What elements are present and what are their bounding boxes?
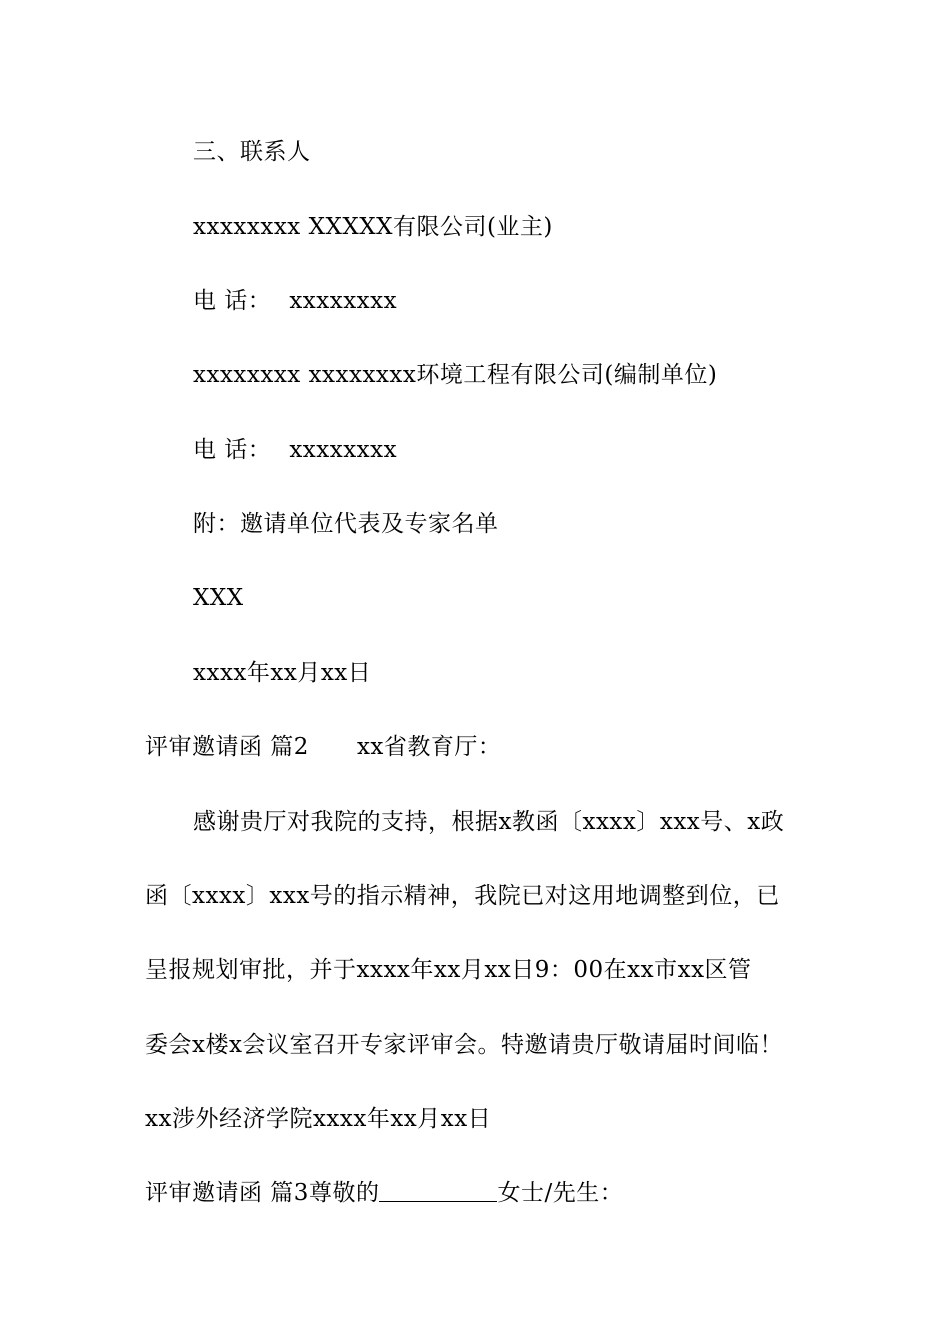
signature-date: xxxx年xx月xx日	[193, 660, 372, 686]
owner-phone-line	[193, 281, 825, 321]
letter3-salutation-end: 女士/先生：	[497, 1180, 624, 1206]
letter3-title-line	[145, 1173, 825, 1213]
letter2-title: 评审邀请函 篇2	[145, 734, 309, 760]
attachment-note: 附：邀请单位代表及专家名单	[193, 511, 499, 537]
editor-phone-line	[193, 430, 825, 470]
name-blank	[379, 1175, 497, 1202]
letter2-body-line: 函〔xxxx〕xxx号的指示精神，我院已对这用地调整到位，已	[145, 883, 780, 909]
editor-company: xxxxxxxx xxxxxxxx环境工程有限公司(编制单位)	[193, 362, 718, 388]
letter2-body-line: 感谢贵厅对我院的支持，根据x教函〔xxxx〕xxx号、x政	[193, 809, 785, 835]
owner-company: xxxxxxxx XXXXX有限公司(业主)	[193, 214, 553, 240]
signer-name: XXX	[193, 585, 244, 611]
phone-number: xxxxxxxx	[289, 437, 398, 463]
letter2-signature: xx涉外经济学院xxxx年xx月xx日	[145, 1106, 492, 1132]
phone-label: 电 话：	[193, 437, 272, 463]
letter3-title: 评审邀请函 篇3尊敬的	[145, 1180, 380, 1206]
letter2-title-line	[145, 727, 825, 767]
letter2-body-line: 委会x楼x会议室召开专家评审会。特邀请贵厅敬请届时间临！	[145, 1032, 783, 1058]
phone-number: xxxxxxxx	[289, 288, 398, 314]
letter2-addressee: xx省教育厅：	[356, 734, 502, 760]
letter2-body-line: 呈报规划审批，并于xxxx年xx月xx日9：00在xx市xx区管	[145, 957, 752, 983]
phone-label: 电 话：	[193, 288, 272, 314]
section-heading-contacts: 三、联系人	[193, 139, 311, 165]
